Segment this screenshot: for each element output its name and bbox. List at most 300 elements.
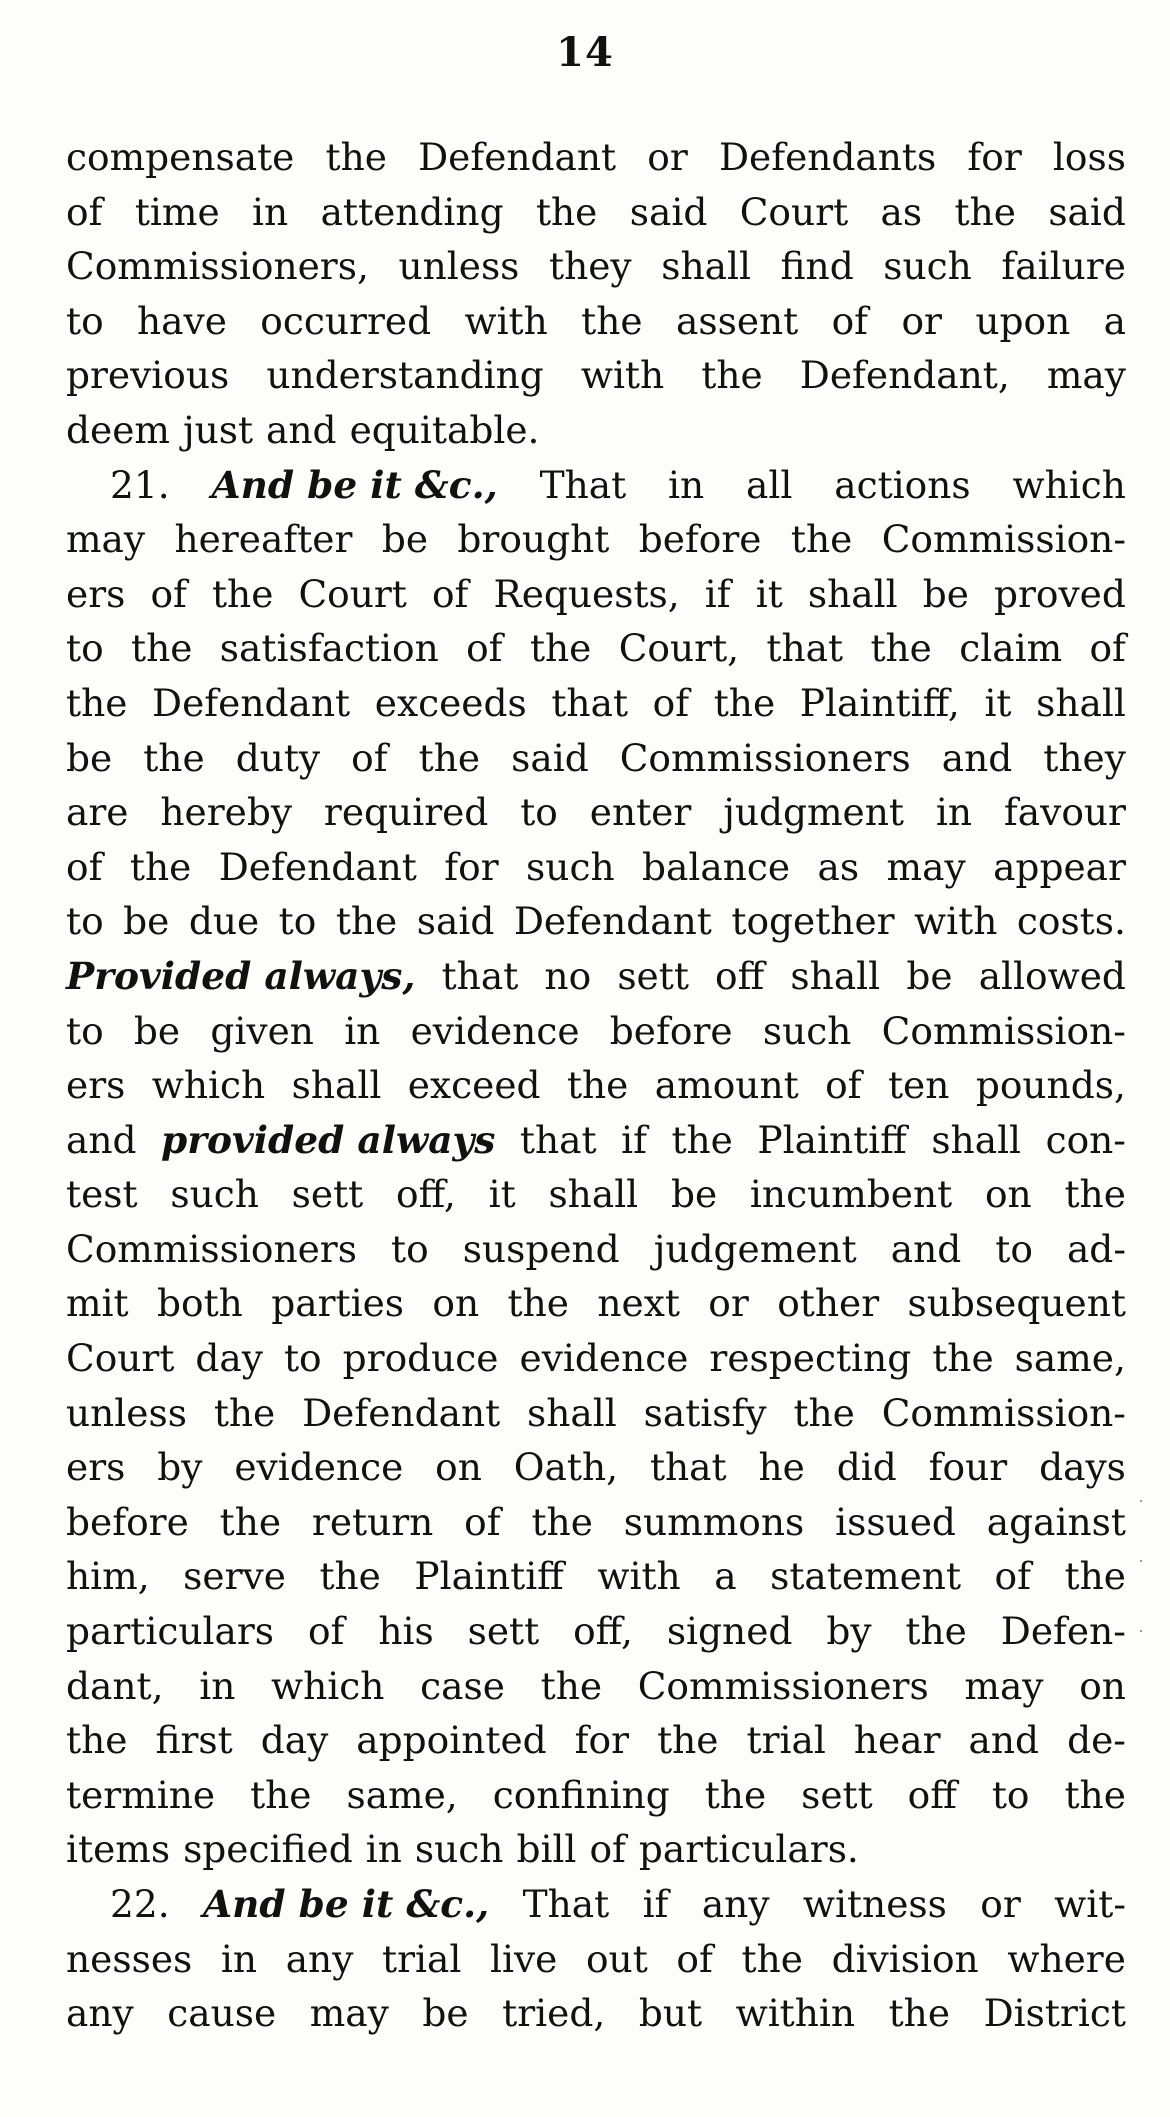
word: day [195,1336,263,1381]
word: such [170,1172,259,1217]
word: time [134,189,220,234]
text-line [66,130,1126,185]
word: for [574,1718,630,1763]
word: which [151,1063,266,1108]
word: Court [298,571,407,616]
word: the [790,517,853,562]
text-line [66,1440,1126,1495]
text-line [66,621,1126,676]
text-line [66,1822,1126,1877]
word: of [831,298,869,343]
text-line [66,1986,1126,2041]
text-line [66,1659,1126,1714]
word: costs. [1016,899,1126,944]
word: just [182,407,254,452]
word: in [199,1663,236,1708]
word: first [155,1718,233,1763]
word: items [66,1827,171,1872]
word: Defendant [218,844,417,889]
word: the [143,735,205,780]
word: claim [959,626,1063,671]
word: to [283,1336,322,1381]
text-line [66,1331,1126,1386]
word: serve [183,1554,286,1599]
word: 22. [110,1882,170,1926]
word: Defendant, [799,353,1010,398]
word: judgment [723,790,904,835]
text-line [66,567,1126,622]
text-line [66,1222,1126,1277]
word: amount [654,1063,799,1108]
word: the [211,571,274,616]
word: a [1103,298,1126,343]
word: Plaintiff [757,1117,907,1162]
word: pounds, [975,1063,1126,1108]
word: to [66,298,104,343]
word: Commissioners [66,1226,357,1271]
word: Commissioners [637,1663,929,1708]
word: the [250,1772,312,1817]
word: confining [492,1772,670,1817]
word: other [777,1281,880,1326]
word: or [647,135,688,179]
word: Plaintiff, [799,680,960,725]
word: brought [457,517,610,562]
word: due [188,899,260,944]
word: and [968,1718,1040,1763]
word: to [991,1772,1030,1817]
word: trial [746,1718,826,1763]
word: Commission- [881,1390,1126,1435]
word: the [741,1936,803,1981]
word: the [870,626,932,671]
word: ers [66,1063,126,1108]
word: the [1064,1172,1126,1217]
word: the [1064,1772,1126,1817]
word: bill [516,1827,577,1872]
word: of [66,189,103,234]
word: day [260,1718,329,1763]
text-line [66,185,1126,240]
word: required [323,790,489,835]
word: next [597,1281,680,1326]
word: find [780,244,854,289]
text-line [66,731,1126,786]
word: off [907,1772,957,1817]
word: he [758,1445,805,1490]
word: be [922,571,969,616]
text-line [66,1386,1126,1441]
word: the [888,1991,951,2036]
word: or [901,298,942,343]
word: Commissioners, [66,244,369,289]
word: suspend [462,1226,620,1271]
word: if [642,1882,669,1926]
word: satisfy [643,1390,767,1435]
text-line [66,1004,1126,1059]
word: the [535,189,598,234]
text-line [66,949,1126,1004]
word: compensate [66,135,295,179]
word: incumbent [749,1172,953,1217]
word: the [219,1499,282,1544]
word: the [131,626,193,671]
word: of [466,626,503,671]
word: tried, [502,1991,606,2036]
word: Defendants [718,135,937,179]
word: the [66,680,128,725]
word: exceeds [374,680,527,725]
body-text [66,130,1126,2041]
word: be [133,1008,181,1053]
word: on [432,1281,480,1326]
word: they [1043,735,1126,780]
word: to [66,626,104,671]
word: such [883,244,972,289]
word: for [967,135,1022,179]
word: particulars. [638,1827,859,1872]
word: by [826,1609,872,1654]
word: on [435,1445,482,1490]
word: return [311,1499,434,1544]
word: with [580,353,665,398]
word: the [905,1609,967,1654]
word: off, [573,1609,633,1654]
word: of [351,735,388,780]
word: attending [320,189,504,234]
word: before [609,1008,733,1053]
word: the [704,1772,767,1817]
word: any [66,1991,134,2036]
word: That [522,1882,610,1926]
word: ers [66,1445,126,1490]
word: a [714,1554,737,1599]
word: the [507,1281,569,1326]
word: all [746,462,793,507]
word: shall [291,1063,382,1108]
word: Court, [618,626,740,671]
word: out [585,1936,648,1981]
word: division [831,1936,979,1981]
word: balance [642,844,791,889]
word: actions [834,462,971,507]
word: sett [467,1609,540,1654]
word: be [381,517,429,562]
word: issued [835,1499,956,1544]
word: Defendant [513,899,712,944]
word: given [210,1008,314,1053]
word: days [1039,1445,1126,1490]
word: against [986,1499,1126,1544]
word: to [995,1226,1033,1271]
word: it [488,1172,516,1217]
word: to [520,790,558,835]
word: any [285,1936,354,1981]
word: Commission- [881,517,1126,562]
text-line [66,1713,1126,1768]
word: the [566,1063,629,1108]
word: said [1048,189,1126,234]
word: of [589,1827,626,1872]
word: have [137,298,227,343]
text-line [66,894,1126,949]
word: did [836,1445,897,1490]
word: be [123,899,170,944]
word: of [464,1499,501,1544]
word: or [980,1882,1021,1926]
word: the [701,353,763,398]
word: sett [291,1172,364,1217]
word: enter [589,790,692,835]
word: to [391,1226,429,1271]
word: it [984,680,1012,725]
word: may [309,1991,389,2036]
word: him, [66,1554,150,1599]
word: off [715,953,765,998]
word: appear [993,844,1126,889]
word: before [66,1499,189,1544]
word: trial [382,1936,462,1981]
word: mit [66,1281,129,1326]
word: duty [235,735,321,780]
word: of [825,1063,862,1108]
word: sett [617,953,689,998]
word: his [378,1609,434,1654]
word: with [914,899,998,944]
word: be [422,1991,469,2036]
word: ten [887,1063,950,1108]
text-line [66,1495,1126,1550]
word: are [66,790,129,835]
word: of [66,844,103,889]
text-line [66,1167,1126,1222]
word: the [713,680,776,725]
word: hereby [160,790,293,835]
word: the [531,1499,593,1544]
word: but [638,1991,703,2036]
word: of [676,1936,713,1981]
word: be [906,953,953,998]
word: the [66,1718,128,1763]
word: for [444,844,499,889]
word: failure [1001,244,1126,289]
text-line [66,1932,1126,1987]
word: assent [675,298,799,343]
word: said [416,899,495,944]
word: shall [790,953,881,998]
word: case [420,1663,505,1708]
word: Provided always, [66,953,416,998]
word: provided always [161,1117,496,1162]
text-line [66,294,1126,349]
word: Defen- [1000,1609,1126,1654]
print-speck [1140,1500,1142,1502]
text-line [66,512,1126,567]
word: no [544,953,592,998]
word: And be it &c., [203,1882,490,1926]
print-speck [1140,1630,1142,1632]
text-line [66,239,1126,294]
word: Defendant [152,680,351,725]
word: the [932,1336,994,1381]
word: loss [1052,135,1126,179]
word: evidence [234,1445,404,1490]
word: with [464,298,548,343]
word: together [731,899,895,944]
word: de- [1067,1718,1126,1763]
word: cause [167,1991,277,2036]
word: Defendant [418,135,617,179]
word: such [762,1008,852,1053]
word: Oath, [513,1445,619,1490]
word: shall [661,244,751,289]
word: of [307,1609,345,1654]
word: as [880,189,923,234]
word: any [701,1882,770,1926]
text-line [66,840,1126,895]
text-line [66,1768,1126,1823]
word: on [984,1172,1032,1217]
word: summons [623,1499,805,1544]
word: occurred [260,298,432,343]
word: which [1012,462,1126,507]
word: in [935,790,973,835]
word: live [489,1936,558,1981]
word: equitable. [349,407,540,452]
word: said [511,735,589,780]
word: where [1007,1936,1126,1981]
word: may [886,844,966,889]
word: That [539,462,627,507]
word: shall [527,1390,617,1435]
word: and [66,1117,137,1162]
word: 21. [110,462,170,507]
word: appointed [356,1718,547,1763]
text-line [66,403,1126,458]
word: the [540,1663,603,1708]
word: to [66,899,104,944]
word: of [1089,626,1126,671]
text-line [66,1549,1126,1604]
word: satisfaction [219,626,439,671]
word: produce [342,1336,499,1381]
word: the [793,1390,855,1435]
print-speck [1140,1560,1142,1562]
word: before [638,517,762,562]
word: District [983,1991,1126,2036]
word: unless [398,244,520,289]
word: ers [66,571,126,616]
word: evidence [410,1008,580,1053]
word: of [150,571,187,616]
word: termine [66,1772,216,1817]
word: to [66,1008,104,1053]
word: test [66,1172,138,1217]
word: in [252,189,289,234]
word: dant, [66,1663,164,1708]
word: four [928,1445,1008,1490]
word: signed [666,1609,793,1654]
word: and [890,1226,962,1271]
word: of [652,680,690,725]
word: such [414,1827,504,1872]
word: previous [66,353,230,398]
word: exceed [407,1063,541,1108]
word: that [649,1445,727,1490]
text-line [66,458,1126,513]
word: they [549,244,632,289]
word: favour [1003,790,1126,835]
word: Defendant [302,1390,501,1435]
word: off, [396,1172,456,1217]
text-line [66,1604,1126,1659]
word: to [278,899,317,944]
word: the [319,1554,381,1599]
word: Commission- [881,1008,1126,1053]
word: if [621,1117,647,1162]
word: understanding [266,353,544,398]
word: the [954,189,1016,234]
word: within [735,1991,856,2036]
text-line [66,1113,1126,1168]
word: wit- [1054,1882,1126,1926]
text-line [66,1276,1126,1331]
word: and [941,735,1013,780]
word: ad- [1066,1226,1126,1271]
word: con- [1045,1117,1126,1162]
word: Commissioners [619,735,911,780]
word: and [266,407,337,452]
word: shall [807,571,898,616]
word: And be it &c., [211,462,498,507]
word: by [157,1445,203,1490]
word: witness [802,1882,947,1926]
word: Court [739,189,849,234]
word: it [755,571,783,616]
word: the [325,135,387,179]
word: on [1079,1663,1126,1708]
word: that [551,680,629,725]
word: unless [66,1390,187,1435]
word: as [817,844,860,889]
word: Requests, [493,571,680,616]
word: may [1046,353,1126,398]
word: in [365,1827,402,1872]
word: particulars [66,1609,275,1654]
word: statement [770,1554,962,1599]
word: such [526,844,615,889]
word: nesses [66,1936,193,1981]
word: judgement [653,1226,857,1271]
word: shall [548,1172,639,1217]
word: the [581,298,643,343]
word: of [431,571,469,616]
word: may [66,517,146,562]
word: both [157,1281,243,1326]
word: sett [801,1772,873,1817]
word: hereafter [174,517,353,562]
word: if [704,571,731,616]
word: hear [853,1718,941,1763]
page-number: 14 [556,29,614,76]
word: same, [1014,1336,1126,1381]
word: the [1064,1554,1126,1599]
word: the [213,1390,276,1435]
word: the [529,626,592,671]
word: that [766,626,844,671]
word: the [671,1117,733,1162]
word: the [418,735,481,780]
